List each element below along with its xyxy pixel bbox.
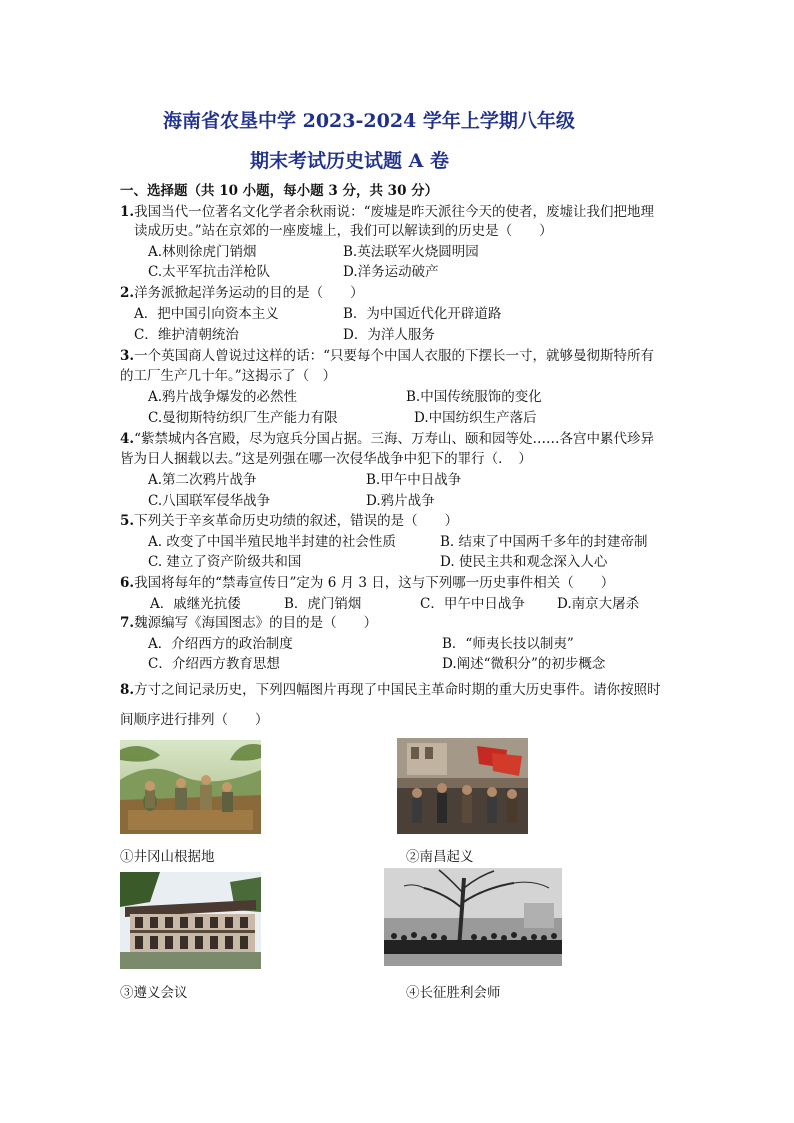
photo-long-march-image <box>384 868 562 966</box>
question-7-number: 7. <box>120 615 135 631</box>
q5-option-b: B. 结束了中国两千多年的封建帝制 <box>440 534 648 550</box>
q5-option-d: D. 使民主共和观念深入人心 <box>440 554 608 570</box>
q4-option-d: D.鸦片战争 <box>366 493 435 509</box>
question-5-number: 5. <box>120 513 135 529</box>
question-1-text-a: 我国当代一位著名文化学者余秋雨说：“废墟是昨天派往今天的使者，废墟让我们把地理 <box>134 204 654 220</box>
q4-option-a: A.第二次鸦片战争 <box>148 472 257 488</box>
question-8-line1 <box>120 681 661 699</box>
q7-option-c: C．介绍西方教育思想 <box>148 656 280 672</box>
section-heading: 一、选择题（共 10 小题，每小题 3 分，共 30 分） <box>120 183 439 199</box>
question-2-line1 <box>120 284 364 302</box>
caption-jinggangshan: ①井冈山根据地 <box>120 849 215 865</box>
photo-zunyi-image <box>120 872 261 969</box>
q2-option-c: C．维护清朝统治 <box>134 327 239 343</box>
q2-option-a: A．把中国引向资本主义 <box>134 306 279 322</box>
question-7-text-a: 魏源编写《海国图志》的目的是（ ） <box>134 615 378 631</box>
document-title-line2: 期末考试历史试题 A 卷 <box>250 150 449 172</box>
q2-option-d: D．为洋人服务 <box>343 327 435 343</box>
question-4-text-a: “紫禁城内各宫殿，尽为寇兵分国占据。三海、万寿山、颐和园等处……各宫中累代珍异 <box>134 431 654 447</box>
q1-option-b: B.英法联军火烧圆明园 <box>343 244 479 260</box>
question-2-number: 2. <box>120 285 135 301</box>
question-4-number: 4. <box>120 431 135 447</box>
question-3-line1 <box>120 347 654 365</box>
q6-option-a: A．戚继光抗倭 <box>150 596 241 612</box>
question-6-number: 6. <box>120 575 135 591</box>
q6-option-c: C．甲午中日战争 <box>420 596 525 612</box>
question-5-text-a: 下列关于辛亥革命历史功绩的叙述，错误的是（ ） <box>134 513 459 529</box>
q6-option-d: D.南京大屠杀 <box>557 596 640 612</box>
photo-nanchang-image <box>397 738 528 834</box>
question-1-line2: 读成历史。”站在京郊的一座废墟上，我们可以解读到的历史是（ ） <box>134 223 553 239</box>
q1-option-d: D.洋务运动破产 <box>343 264 439 280</box>
question-4-line1 <box>120 430 654 448</box>
q3-option-b: B.中国传统服饰的变化 <box>406 389 542 405</box>
question-5-line1 <box>120 512 458 530</box>
question-1-line1 <box>120 203 654 221</box>
question-6-text-a: 我国将每年的“禁毒宣传日”定为 6 月 3 日，这与下列哪一历史事件相关（ ） <box>134 575 615 591</box>
photo-long-march <box>384 868 562 966</box>
q4-option-c: C.八国联军侵华战争 <box>148 493 271 509</box>
q5-option-c: C. 建立了资产阶级共和国 <box>148 554 302 570</box>
question-2-text-a: 洋务派掀起洋务运动的目的是（ ） <box>134 285 364 301</box>
question-3-text-a: 一个英国商人曾说过这样的话：“只要每个中国人衣服的下摆长一寸，就够曼彻斯特所有 <box>134 348 654 364</box>
question-3-line2: 的工厂生产几十年。”这揭示了（ ） <box>120 368 337 384</box>
q4-option-b: B.甲午中日战争 <box>366 472 462 488</box>
photo-nanchang-uprising <box>397 738 528 834</box>
question-6-line1 <box>120 574 614 592</box>
photo-jinggangshan-image <box>120 740 261 834</box>
question-7-line1 <box>120 614 377 632</box>
document-title-line1: 海南省农垦中学 2023-2024 学年上学期八年级 <box>163 110 575 132</box>
q7-option-d: D.阐述“微积分”的初步概念 <box>442 656 606 672</box>
caption-long-march: ④长征胜利会师 <box>406 985 501 1001</box>
q3-option-d: D.中国纺织生产落后 <box>414 410 537 426</box>
question-8-number: 8. <box>120 682 135 698</box>
question-8-line2: 间顺序进行排列（ ） <box>120 712 269 728</box>
question-4-line2: 皆为日人捆载以去。”这是列强在哪一次侵华战争中犯下的罪行（． ） <box>120 451 532 467</box>
q3-option-a: A.鸦片战争爆发的必然性 <box>148 389 298 405</box>
q1-option-a: A.林则徐虎门销烟 <box>148 244 257 260</box>
q7-option-b: B．“师夷长技以制夷” <box>442 636 574 652</box>
q3-option-c: C.曼彻斯特纺织厂生产能力有限 <box>148 410 338 426</box>
photo-zunyi-meeting <box>120 872 261 969</box>
q5-option-a: A. 改变了中国半殖民地半封建的社会性质 <box>148 534 396 550</box>
photo-jinggangshan <box>120 740 261 834</box>
q2-option-b: B．为中国近代化开辟道路 <box>343 306 502 322</box>
question-3-number: 3. <box>120 348 135 364</box>
caption-zunyi-meeting: ③遵义会议 <box>120 985 188 1001</box>
caption-nanchang-uprising: ②南昌起义 <box>406 849 474 865</box>
q6-option-b: B．虎门销烟 <box>284 596 362 612</box>
question-1-number: 1. <box>120 204 135 220</box>
q7-option-a: A．介绍西方的政治制度 <box>148 636 293 652</box>
question-8-text-a: 方寸之间记录历史，下列四幅图片再现了中国民主革命时期的重大历史事件。请你按照时 <box>134 682 661 698</box>
q1-option-c: C.太平军抗击洋枪队 <box>148 264 271 280</box>
